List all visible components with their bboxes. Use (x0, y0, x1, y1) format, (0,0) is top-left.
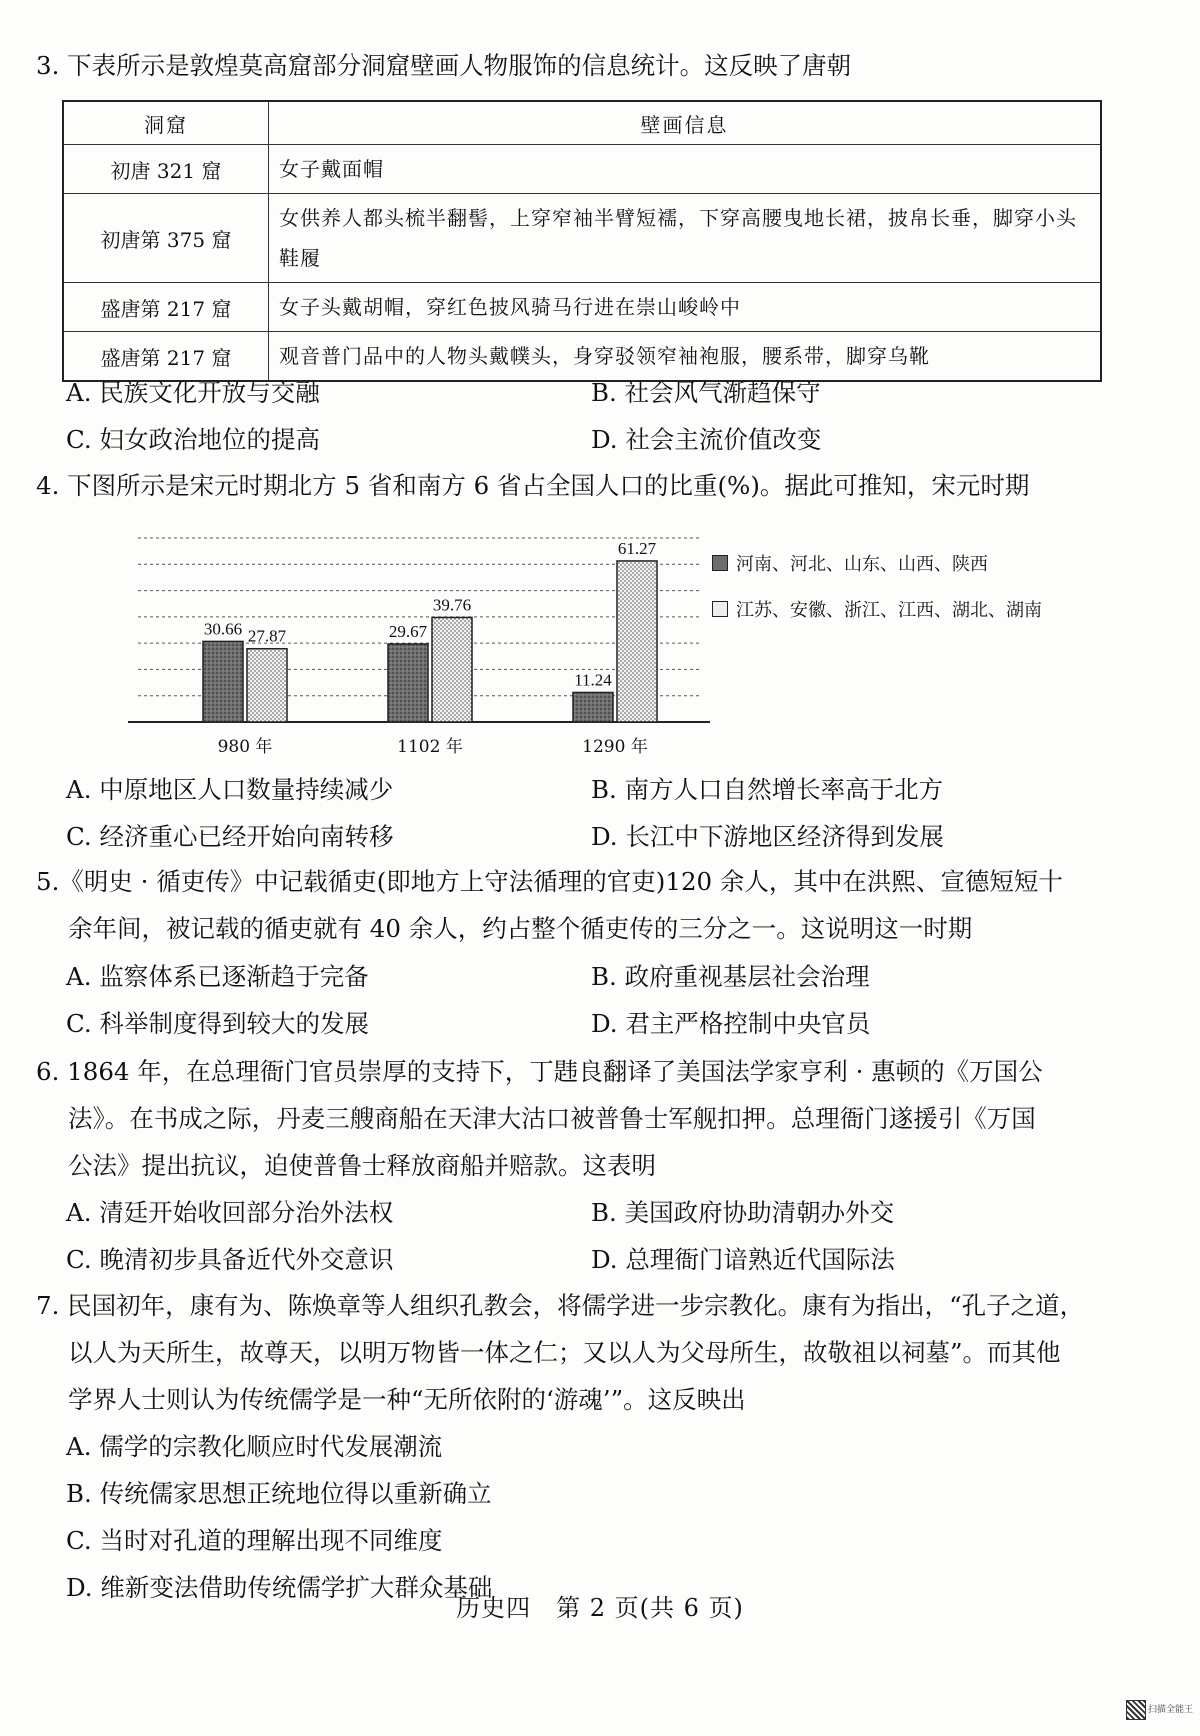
bar-south (617, 561, 657, 722)
question-6-line-1: 6. 1864 年，在总理衙门官员崇厚的支持下，丁韪良翻译了美国法学家亨利 · 惠顿的《万国公 (36, 1057, 1043, 1086)
table-cell-cave: 盛唐第 217 窟 (63, 332, 269, 382)
legend-swatch-light-icon (712, 601, 728, 617)
option-a[interactable]: A. 监察体系已逐渐趋于完备 (66, 962, 369, 991)
question-4 (36, 462, 1106, 509)
option-d[interactable]: D. 社会主流价值改变 (591, 425, 822, 454)
option-c[interactable]: C. 当时对孔道的理解出现不同维度 (66, 1526, 443, 1555)
question-7-options (66, 1423, 1116, 1611)
table-header-row (63, 101, 1101, 145)
question-6-line-2: 法》。在书成之际，丹麦三艘商船在天津大沽口被普鲁士军舰扣押。总理衙门遂援引《万国 (68, 1104, 1036, 1133)
table-row (63, 194, 1101, 283)
question-6 (36, 1048, 1106, 1189)
table-row (63, 283, 1101, 332)
question-5-line-2: 余年间，被记载的循吏就有 40 余人，约占整个循吏传的三分之一。这说明这一时期 (68, 914, 973, 943)
option-c[interactable]: C. 科举制度得到较大的发展 (66, 1009, 369, 1038)
bar-north (203, 641, 243, 722)
legend-item-south (712, 586, 1042, 632)
option-a[interactable]: A. 民族文化开放与交融 (66, 378, 320, 407)
option-a[interactable]: A. 清廷开始收回部分治外法权 (66, 1198, 394, 1227)
legend-item-north (712, 540, 1042, 586)
chart-legend (712, 540, 1042, 632)
cave-mural-table (62, 100, 1102, 382)
question-3-stem: 3. 下表所示是敦煌莫高窟部分洞窟壁画人物服饰的信息统计。这反映了唐朝 (36, 51, 852, 80)
table-cell-info: 女供养人都头梳半翻髻，上穿窄袖半臂短襦，下穿高腰曳地长裙，披帛长垂，脚穿小头鞋履 (269, 194, 1102, 283)
question-5-line-1: 5.《明史 · 循吏传》中记载循吏(即地方上守法循理的官吏)120 余人，其中在洪熙、宣德短短十 (36, 867, 1063, 896)
option-a[interactable]: A. 中原地区人口数量持续减少 (66, 775, 394, 804)
question-7 (36, 1282, 1106, 1423)
scan-watermark: 扫描全能王 (1148, 1705, 1194, 1715)
option-b[interactable]: B. 政府重视基层社会治理 (591, 962, 870, 991)
table-cell-info: 观音普门品中的人物头戴幞头，身穿驳领窄袖袍服，腰系带，脚穿乌靴 (269, 332, 1102, 382)
bar-value-label: 61.27 (617, 538, 657, 558)
x-tick-label: 980 年 (217, 737, 273, 757)
option-b[interactable]: B. 美国政府协助清朝办外交 (591, 1198, 895, 1227)
qr-code-icon (1126, 1700, 1146, 1720)
table-header-cave: 洞窟 (63, 101, 269, 145)
bar-south (247, 649, 287, 722)
question-5-options (66, 952, 1116, 1046)
table-cell-info: 女子戴面帽 (269, 145, 1102, 194)
page-footer: 历史四 第 2 页(共 6 页) (456, 1594, 744, 1622)
option-c[interactable]: C. 妇女政治地位的提高 (66, 425, 320, 454)
bar-value-label: 29.67 (388, 622, 428, 642)
bar-value-label: 30.66 (203, 619, 243, 639)
question-3-options (66, 368, 1116, 462)
legend-label-south: 江苏、安徽、浙江、江西、湖北、湖南 (736, 600, 1042, 621)
table-cell-cave: 初唐第 375 窟 (63, 194, 269, 283)
question-5 (36, 858, 1106, 952)
option-b[interactable]: B. 南方人口自然增长率高于北方 (591, 775, 944, 804)
table-cell-cave: 初唐 321 窟 (63, 145, 269, 194)
bar-value-label: 11.24 (574, 670, 612, 690)
bar-value-label: 39.76 (432, 595, 472, 615)
option-c[interactable]: C. 经济重心已经开始向南转移 (66, 822, 394, 851)
option-a[interactable]: A. 儒学的宗教化顺应时代发展潮流 (66, 1432, 443, 1461)
table-header-info: 壁画信息 (269, 101, 1102, 145)
question-7-line-2: 以人为天所生，故尊天，以明万物皆一体之仁；又以人为父母所生，故敬祖以祠墓”。而其他 (68, 1338, 1061, 1367)
x-tick-label: 1290 年 (582, 737, 648, 757)
bar-value-label: 27.87 (247, 626, 287, 646)
table-cell-info: 女子头戴胡帽，穿红色披风骑马行进在崇山峻岭中 (269, 283, 1102, 332)
option-d[interactable]: D. 君主严格控制中央官员 (591, 1009, 871, 1038)
x-tick-label: 1102 年 (397, 737, 463, 757)
question-6-line-3: 公法》提出抗议，迫使普鲁士释放商船并赔款。这表明 (68, 1151, 656, 1180)
question-7-line-1: 7. 民国初年，康有为、陈焕章等人组织孔教会，将儒学进一步宗教化。康有为指出，“孔子之道， (36, 1291, 1085, 1320)
question-4-stem: 4. 下图所示是宋元时期北方 5 省和南方 6 省占全国人口的比重(%)。据此可推知，宋元时期 (36, 471, 1030, 500)
table-cell-cave: 盛唐第 217 窟 (63, 283, 269, 332)
option-b[interactable]: B. 传统儒家思想正统地位得以重新确立 (66, 1479, 492, 1508)
question-3 (36, 42, 1106, 89)
option-d[interactable]: D. 总理衙门谙熟近代国际法 (591, 1245, 895, 1274)
question-7-line-3: 学界人士则认为传统儒学是一种“无所依附的‘游魂’”。这反映出 (68, 1385, 746, 1414)
question-4-options (66, 765, 1116, 859)
legend-label-north: 河南、河北、山东、山西、陕西 (736, 554, 988, 575)
bar-south (432, 617, 472, 722)
bar-north (388, 644, 428, 722)
table-row (63, 145, 1101, 194)
bar-north (573, 692, 613, 722)
option-d[interactable]: D. 维新变法借助传统儒学扩大群众基础 (66, 1573, 493, 1602)
question-6-options (66, 1188, 1116, 1282)
option-c[interactable]: C. 晚清初步具备近代外交意识 (66, 1245, 394, 1274)
option-d[interactable]: D. 长江中下游地区经济得到发展 (591, 822, 944, 851)
option-b[interactable]: B. 社会风气渐趋保守 (591, 378, 821, 407)
legend-swatch-dark-icon (712, 555, 728, 571)
